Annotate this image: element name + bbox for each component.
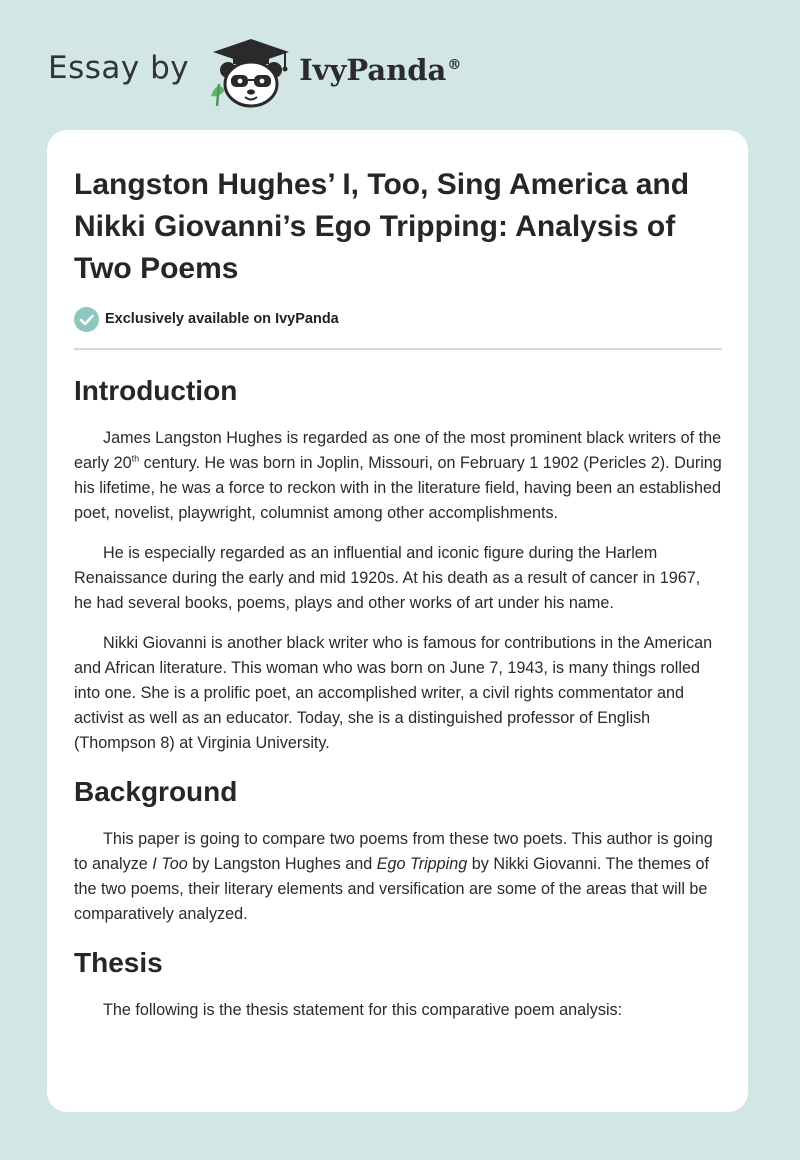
heading-introduction: Introduction bbox=[74, 375, 238, 406]
essay-by-label: Essay by bbox=[48, 50, 190, 86]
essay-card bbox=[47, 130, 748, 1112]
registered-mark: ® bbox=[447, 57, 462, 74]
intro-p1-part-b: century. He was born in Joplin, Missouri, on February 1 1902 (Pericles 2). During his lifetime, he was a force to reckon with in the literature field, having been an established poet, novelist, playwright, columnist among other accomplishments. bbox=[74, 454, 722, 522]
heading-background: Background bbox=[74, 776, 238, 807]
divider bbox=[74, 348, 722, 350]
bg-p1-part-c: by Nikki Giovanni. The themes of the two poems, their literary elements and versification are some of the areas that will be comparatively analyzed. bbox=[74, 855, 710, 923]
panda-graduate-icon[interactable] bbox=[205, 36, 297, 108]
poem-title-i-too: I Too bbox=[152, 855, 188, 873]
check-icon bbox=[74, 307, 99, 332]
intro-paragraph-3: Nikki Giovanni is another black writer who is famous for contributions in the American and African literature. This woman who was born on June 7, 1943, is many things rolled into one. She is a prolific poet, an accomplished writer, a civil rights commentator and activist as well as an educator. Today, she is a distinguished professor of English (Thompson 8) at Virginia University. bbox=[74, 634, 713, 752]
exclusive-badge bbox=[74, 306, 722, 332]
heading-thesis: Thesis bbox=[74, 947, 163, 978]
thesis-paragraph-1: The following is the thesis statement for this comparative poem analysis: bbox=[103, 1001, 623, 1019]
exclusive-badge-label: Exclusively available on IvyPanda bbox=[105, 311, 339, 327]
bg-p1-part-b: by Langston Hughes and bbox=[187, 855, 377, 873]
bg-p1-part-a: This paper is going to compare two poems from these two poets. This author is going to analyze bbox=[74, 830, 713, 873]
intro-paragraph-2: He is especially regarded as an influential and iconic figure during the Harlem Renaissance during the early and mid 1920s. At his death as a result of cancer in 1967, he had several books, poems, plays and other works of art under his name. bbox=[74, 544, 701, 612]
intro-paragraph-1 bbox=[74, 426, 722, 526]
brand-name[interactable] bbox=[299, 53, 461, 87]
page-title: Langston Hughes’ I, Too, Sing America and Nikki Giovanni’s Ego Tripping: Analysis of Two Poems bbox=[74, 168, 690, 285]
background-paragraph-1 bbox=[74, 827, 722, 927]
ordinal-suffix: th bbox=[131, 453, 140, 464]
site-header bbox=[48, 36, 461, 108]
intro-p1-part-a: James Langston Hughes is regarded as one of the most prominent black writers of the early 20 bbox=[74, 429, 722, 472]
poem-title-ego-tripping: Ego Tripping bbox=[376, 855, 468, 873]
brand-name-text: IvyPanda bbox=[299, 53, 447, 87]
